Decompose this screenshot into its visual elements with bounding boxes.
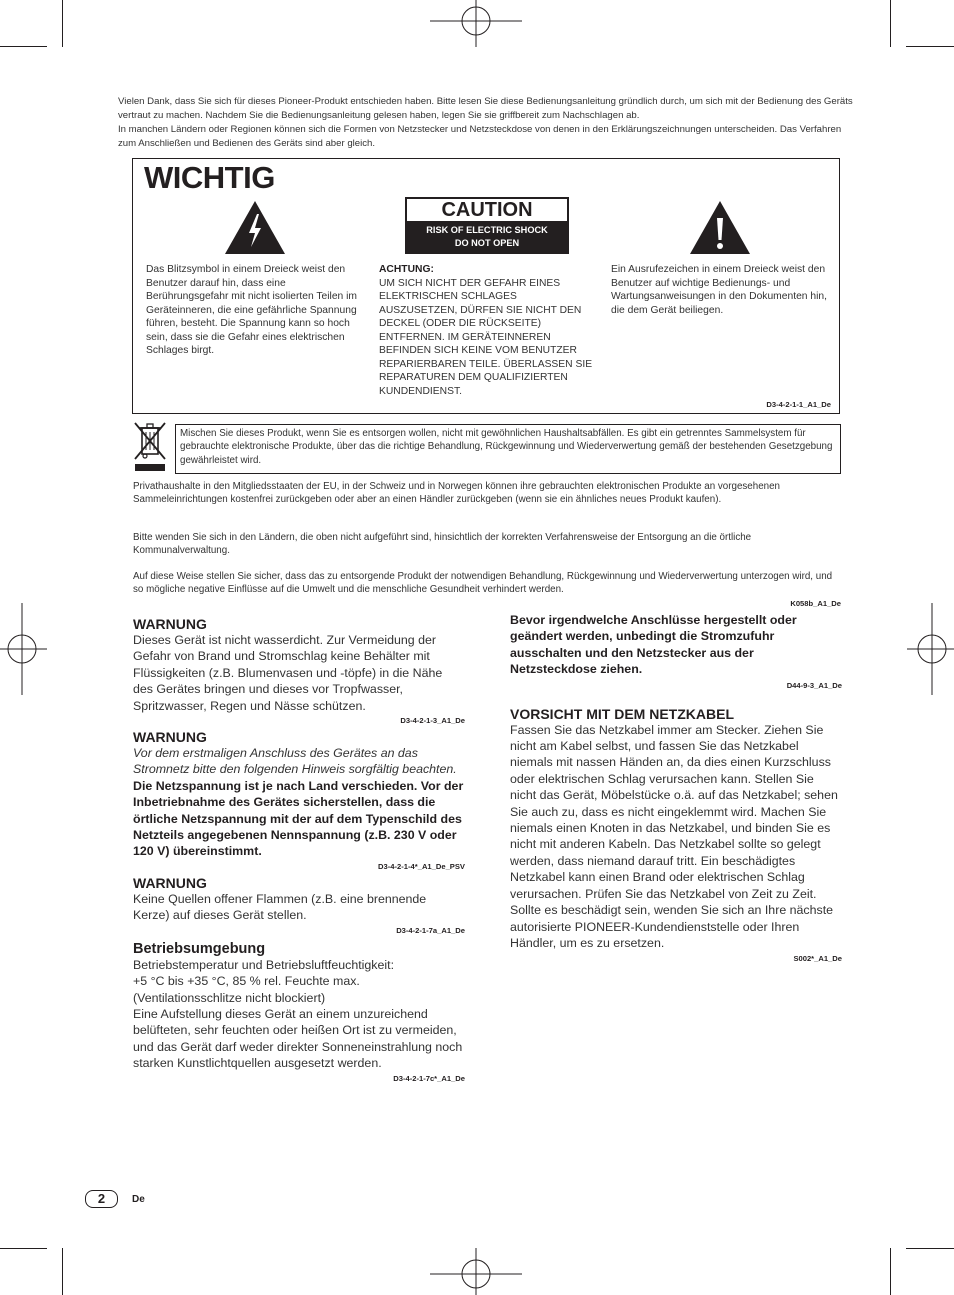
disposal-paragraph: Privathaushalte in den Mitgliedsstaaten der EU, in der Schweiz und in Norwegen können ihre gebrauchten elektronischen Produkte an vorgesehenen Sammeleinrichtungen kostenfrei zurückgeben oder aber an einen Händler zurückgeben (wenn sie ein ähnliches neues Produkt kaufen). bbox=[133, 481, 780, 505]
caution-label bbox=[405, 197, 569, 254]
registration-mark-icon bbox=[430, 1248, 522, 1295]
crossed-out-bin-icon bbox=[133, 421, 167, 472]
reference-code: D3-4-2-1-7a_A1_De bbox=[396, 925, 465, 935]
warning-heading: WARNUNG bbox=[133, 616, 207, 632]
reference-code: D3-4-2-1-3_A1_De bbox=[400, 716, 465, 726]
power-cord-text: Fassen Sie das Netzkabel immer am Stecker. Ziehen Sie nicht am Kabel selbst, und fassen Sie das Netzkabel niemals mit nassen Händen an, da dies einen Kurzschluss oder elektrischen Schlag verursachen kann. Stellen Sie nicht das Gerät, Möbelstücke o.ä. auf das Netzkabel; sehen Sie auch zu, dass es nicht eingeklemmt wird. Machen Sie niemals einen Knoten in das Netzkabel, und binden Sie es nicht mit anderen Kabeln. Das Netzkabel sollte so gelegt werden, dass niemand darauf tritt. Ein beschädigtes Netzkabel kann einen Brand oder elektrischen Schlag verursachen. Prüfen Sie das Netzkabel von Zeit zu Zeit. Sollte es beschädigt sein, wenden Sie sich an Ihre nächste autorisierte PIONEER-Kundendienststelle oder Ihren Händler, um es zu ersetzen. bbox=[510, 722, 838, 950]
crop-mark-icon bbox=[906, 1248, 954, 1249]
lightning-warning-icon bbox=[224, 200, 286, 255]
disposal-paragraph: Bitte wenden Sie sich in den Ländern, die oben nicht aufgeführt sind, hinsichtlich der korrekten Verfahrensweise der Entsorgung an die örtliche Kommunalverwaltung. bbox=[133, 532, 752, 556]
intro-text bbox=[118, 95, 860, 151]
warning-text: Dieses Gerät ist nicht wasserdicht. Zur Vermeidung der Gefahr von Brand und Stromschlag keine Behälter mit Flüssigkeiten (z.B. Blumenvasen und -töpfe) in die Nähe des Gerätes bringen und dieses vor Tropfwasser, Spritzwasser, Regen und Nässe schützen. bbox=[133, 633, 443, 713]
reference-code: D3-4-2-1-4*_A1_De_PSV bbox=[378, 861, 465, 871]
crop-mark-icon bbox=[0, 46, 47, 47]
voltage-warning: Die Netzspannung ist je nach Land verschieden. Vor der Inbetriebnahme des Gerätes sicherstellen, dass die örtliche Netzspannung mit der auf dem Typenschild des Netzteils angegebenen Nennspannung (z.B. 230 V oder 120 V) übereinstimmt. bbox=[133, 778, 464, 859]
registration-mark-icon bbox=[907, 603, 954, 695]
reference-code: K058b_A1_De bbox=[790, 599, 841, 608]
exclamation-warning-icon bbox=[689, 200, 751, 255]
intro-paragraph: In manchen Ländern oder Regionen können sich die Formen von Netzstecker und Netzsteckdose von denen in den Erklärungszeichnungen unterscheiden. Das Verfahren zum Anschließen und Bedienen des Geräts sind aber gleich. bbox=[118, 124, 842, 149]
reference-code: S002*_A1_De bbox=[793, 954, 842, 964]
operating-environment-heading: Betriebsumgebung bbox=[133, 940, 266, 957]
caution-explanation bbox=[379, 263, 597, 398]
reference-code: D44-9-3_A1_De bbox=[786, 680, 842, 690]
power-cord-heading: VORSICHT MIT DEM NETZKABEL bbox=[510, 705, 734, 722]
left-column bbox=[133, 616, 465, 1083]
operating-environment-line: Betriebstemperatur und Betriebsluftfeuchtigkeit: bbox=[133, 957, 395, 972]
reference-code: D3-4-2-1-7c*_A1_De bbox=[393, 1073, 465, 1083]
reference-code: D3-4-2-1-1_A1_De bbox=[766, 400, 831, 409]
crop-mark-icon bbox=[890, 1248, 891, 1295]
caution-line: DO NOT OPEN bbox=[454, 237, 520, 248]
warning-intro: Vor dem erstmaligen Anschluss des Gerätes an das Stromnetz bitte den folgenden Hinweis sorgfältig beachten. bbox=[133, 746, 457, 777]
crop-mark-icon bbox=[0, 1248, 47, 1249]
disposal-paragraph: Auf diese Weise stellen Sie sicher, dass das zu entsorgende Produkt der notwendigen Behandlung, Rückgewinnung und Wiederverwertung unterzogen wird, und so mögliche negative Einflüsse auf die Umwelt und die menschliche Gesundheit verhindert werden. bbox=[133, 571, 833, 595]
caution-title: CAUTION bbox=[407, 199, 567, 221]
registration-mark-icon bbox=[0, 603, 47, 695]
registration-mark-icon bbox=[430, 0, 522, 47]
important-title: WICHTIG bbox=[144, 160, 275, 195]
page-number: 2 bbox=[85, 1190, 118, 1208]
lightning-explanation: Das Blitzsymbol in einem Dreieck weist den Benutzer darauf hin, dass eine Berührungsgefahr mit nicht isolierten Teilen im Geräteinneren, die eine gefährliche Spannung führen, besteht. Die Spannung kann so hoch sein, dass sie die Gefahr eines elektrischen Schlages birgt. bbox=[146, 264, 358, 356]
caution-heading: ACHTUNG: bbox=[379, 264, 434, 275]
caution-text: UM SICH NICHT DER GEFAHR EINES ELEKTRISCHEN SCHLAGES AUSZUSETZEN, DÜRFEN SIE NICHT DEN DECKEL (ODER DIE RÜCKSEITE) ENTFERNEN. IM GERÄTEINNEREN BEFINDEN SICH KEINE VOM BENUTZER REPARIERBAREN TEILE. ÜBERLASSEN SIE REPARATUREN DEM QUALIFIZIERTEN KUNDENDIENST. bbox=[379, 277, 593, 397]
caution-line: RISK OF ELECTRIC SHOCK bbox=[426, 225, 548, 235]
crop-mark-icon bbox=[62, 0, 63, 47]
warning-heading: WARNUNG bbox=[133, 874, 207, 891]
caution-subtitle bbox=[406, 224, 568, 249]
crop-mark-icon bbox=[906, 46, 954, 47]
language-code: De bbox=[132, 1194, 145, 1205]
crop-mark-icon bbox=[890, 0, 891, 47]
operating-environment-text: Eine Aufstellung dieses Gerät an einem unzureichend belüfteten, sehr feuchten oder heißen Ort ist zu vermeiden, und das Gerät darf weder direkter Sonneneinstrahlung noch starken Kunstlichtquellen ausgesetzt werden. bbox=[133, 1006, 463, 1071]
right-column bbox=[510, 612, 842, 963]
crop-mark-icon bbox=[62, 1248, 63, 1295]
exclamation-explanation: Ein Ausrufezeichen in einem Dreieck weist den Benutzer auf wichtige Bedienungs- und Wartungsanweisungen in den Dokumenten hin, die dem Gerät beiliegen. bbox=[611, 264, 827, 316]
warning-heading: WARNUNG bbox=[133, 729, 207, 746]
operating-environment-line: +5 °C bis +35 °C, 85 % rel. Feuchte max. bbox=[133, 974, 360, 989]
operating-environment-line: (Ventilationsschlitze nicht blockiert) bbox=[133, 990, 326, 1005]
warning-text: Keine Quellen offener Flammen (z.B. eine brennende Kerze) auf dieses Gerät stellen. bbox=[133, 891, 427, 923]
disposal-box-text: Mischen Sie dieses Produkt, wenn Sie es entsorgen wollen, nicht mit gewöhnlichen Haushaltsabfällen. Es gibt ein getrenntes Sammelsystem für gebrauchte elektronische Produkte, über das die richtige Behandlung, Rückgewinnung und Wiederverwertung gemäß der bestehenden Gesetzgebung gewährleistet wird. bbox=[180, 428, 833, 466]
disconnect-warning: Bevor irgendwelche Anschlüsse hergestellt oder geändert werden, unbedingt die Stromzufuhr ausschalten und den Netzstecker aus der Netzsteckdose ziehen. bbox=[510, 613, 797, 677]
intro-paragraph: Vielen Dank, dass Sie sich für dieses Pioneer-Produkt entschieden haben. Bitte lesen Sie diese Bedienungsanleitung gründlich durch, um sich mit der Bedienung des Geräts vertraut zu machen. Nachdem Sie die Bedienungsanleitung gelesen haben, legen Sie sie griffbereit zum Nachschlagen ab. bbox=[118, 96, 853, 121]
